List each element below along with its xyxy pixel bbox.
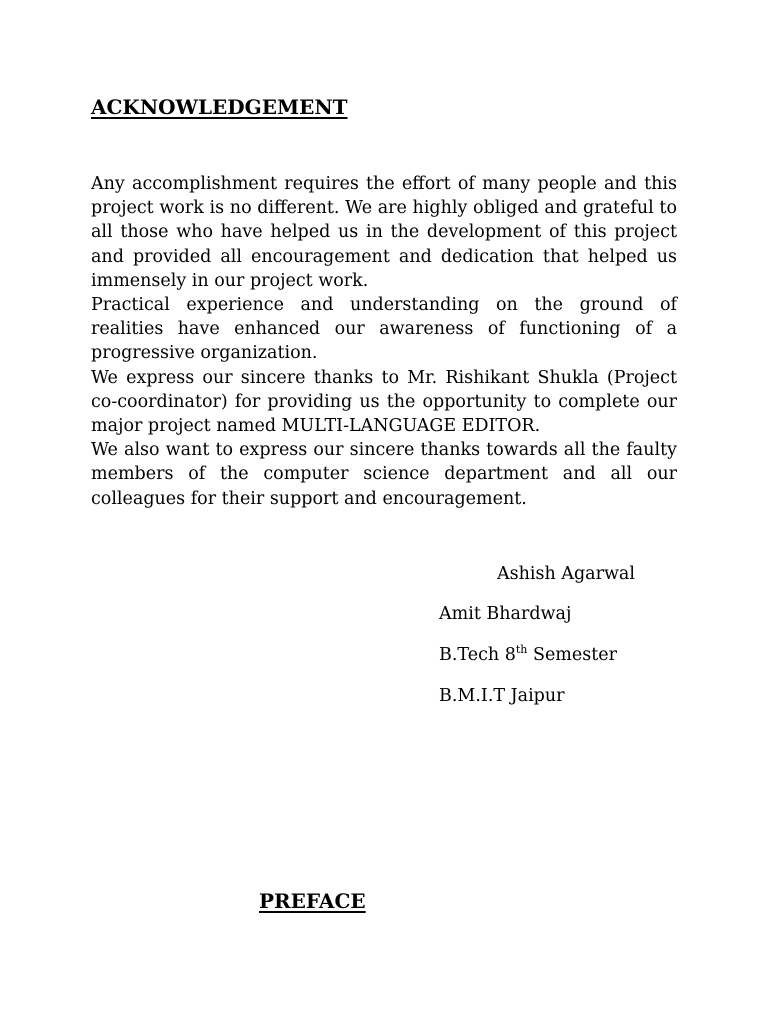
- page-title: ACKNOWLEDGEMENT: [91, 95, 348, 119]
- paragraph: We also want to express our sincere thanks towards all the faulty members of the computer science department and all our colleagues for their support and encouragement.: [91, 440, 677, 509]
- signature-name: Ashish Agarwal: [497, 564, 635, 584]
- acknowledgement-body: [91, 172, 677, 511]
- course-suffix: Semester: [527, 645, 617, 665]
- signature-course: [439, 643, 617, 667]
- course-prefix: B.Tech 8: [439, 645, 516, 665]
- signature-college: B.M.I.T Jaipur: [439, 686, 565, 706]
- signature-name: Amit Bhardwaj: [439, 604, 572, 624]
- course-superscript: th: [515, 643, 528, 657]
- paragraph: Any accomplishment requires the effort of many people and this project work is no different. We are highly obliged and grateful to all those who have helped us in the development of this project and provided all encouragement and dedication that helped us immensely in our project work.: [91, 174, 677, 291]
- paragraph: Practical experience and understanding on the ground of realities have enhanced our awareness of functioning of a progressive organization.: [91, 295, 677, 364]
- paragraph: We express our sincere thanks to Mr. Rishikant Shukla (Project co-coordinator) for providing us the opportunity to complete our major project named MULTI-LANGUAGE EDITOR.: [91, 367, 677, 437]
- section-title: PREFACE: [259, 889, 366, 913]
